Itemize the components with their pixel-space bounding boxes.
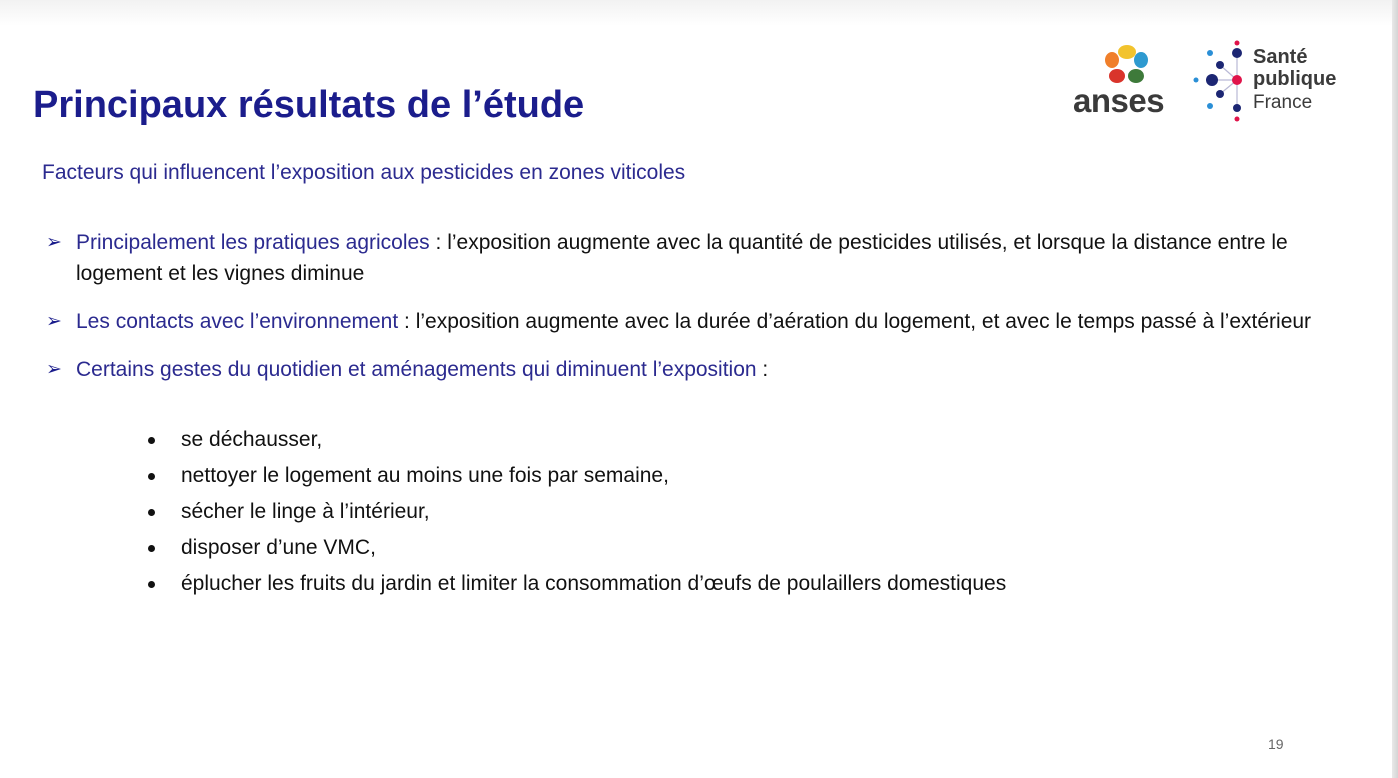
spf-network-icon <box>1190 38 1252 124</box>
sub-bullet-item <box>148 426 1006 462</box>
bullet-item <box>46 227 1316 289</box>
arrow-bullet-icon: ➢ <box>46 358 62 380</box>
bullet-text: : l’exposition augmente avec la quantité de pesticides utilisés, et lorsque la distance entre le logement et les vignes diminue <box>76 231 1288 285</box>
bullet-item <box>46 306 1316 337</box>
bullet-list <box>46 227 1316 402</box>
sub-bullet-item <box>148 498 1006 534</box>
top-shade <box>0 0 1398 26</box>
dot-bullet-icon <box>148 581 155 588</box>
sub-bullet-list <box>148 426 1006 606</box>
bullet-lead: Les contacts avec l’environnement <box>76 310 399 333</box>
sub-bullet-text: disposer d’une VMC, <box>181 536 376 559</box>
sub-bullet-text: se déchausser, <box>181 428 323 451</box>
anses-wordmark: anses <box>1073 82 1165 119</box>
spf-wordmark-line-3: France <box>1253 92 1313 113</box>
slide-title: Principaux résultats de l’étude <box>33 84 585 126</box>
arrow-bullet-icon: ➢ <box>46 310 62 332</box>
spf-wordmark-line-1: Santé <box>1253 46 1308 68</box>
slide-subtitle: Facteurs qui influencent l’exposition aux pesticides en zones viticoles <box>42 161 686 184</box>
dot-bullet-icon <box>148 473 155 480</box>
sub-bullet-text: nettoyer le logement au moins une fois par semaine, <box>181 464 669 487</box>
bullet-text: : l’exposition augmente avec la durée d’aération du logement, et avec le temps passé à l’extérieur <box>398 310 1312 333</box>
spf-wordmark-line-2: publique <box>1253 68 1337 90</box>
sub-bullet-item <box>148 462 1006 498</box>
dot-bullet-icon <box>148 545 155 552</box>
anses-logo <box>1072 42 1178 118</box>
bullet-lead: Certains gestes du quotidien et aménagements qui diminuent l’exposition <box>76 358 757 381</box>
page-number: 19 <box>1268 736 1284 752</box>
sub-bullet-text: sécher le linge à l’intérieur, <box>181 500 430 523</box>
bullet-text: : <box>756 358 769 381</box>
dot-bullet-icon <box>148 437 155 444</box>
sante-publique-france-logo <box>1190 38 1350 124</box>
arrow-bullet-icon: ➢ <box>46 231 62 253</box>
sub-bullet-item <box>148 534 1006 570</box>
dot-bullet-icon <box>148 509 155 516</box>
sub-bullet-text: éplucher les fruits du jardin et limiter la consommation d’œufs de poulaillers domestiques <box>181 572 1007 595</box>
bullet-item <box>46 354 1316 385</box>
bullet-lead: Principalement les pratiques agricoles <box>76 231 430 254</box>
sub-bullet-item <box>148 570 1006 606</box>
window-edge <box>1392 0 1398 778</box>
